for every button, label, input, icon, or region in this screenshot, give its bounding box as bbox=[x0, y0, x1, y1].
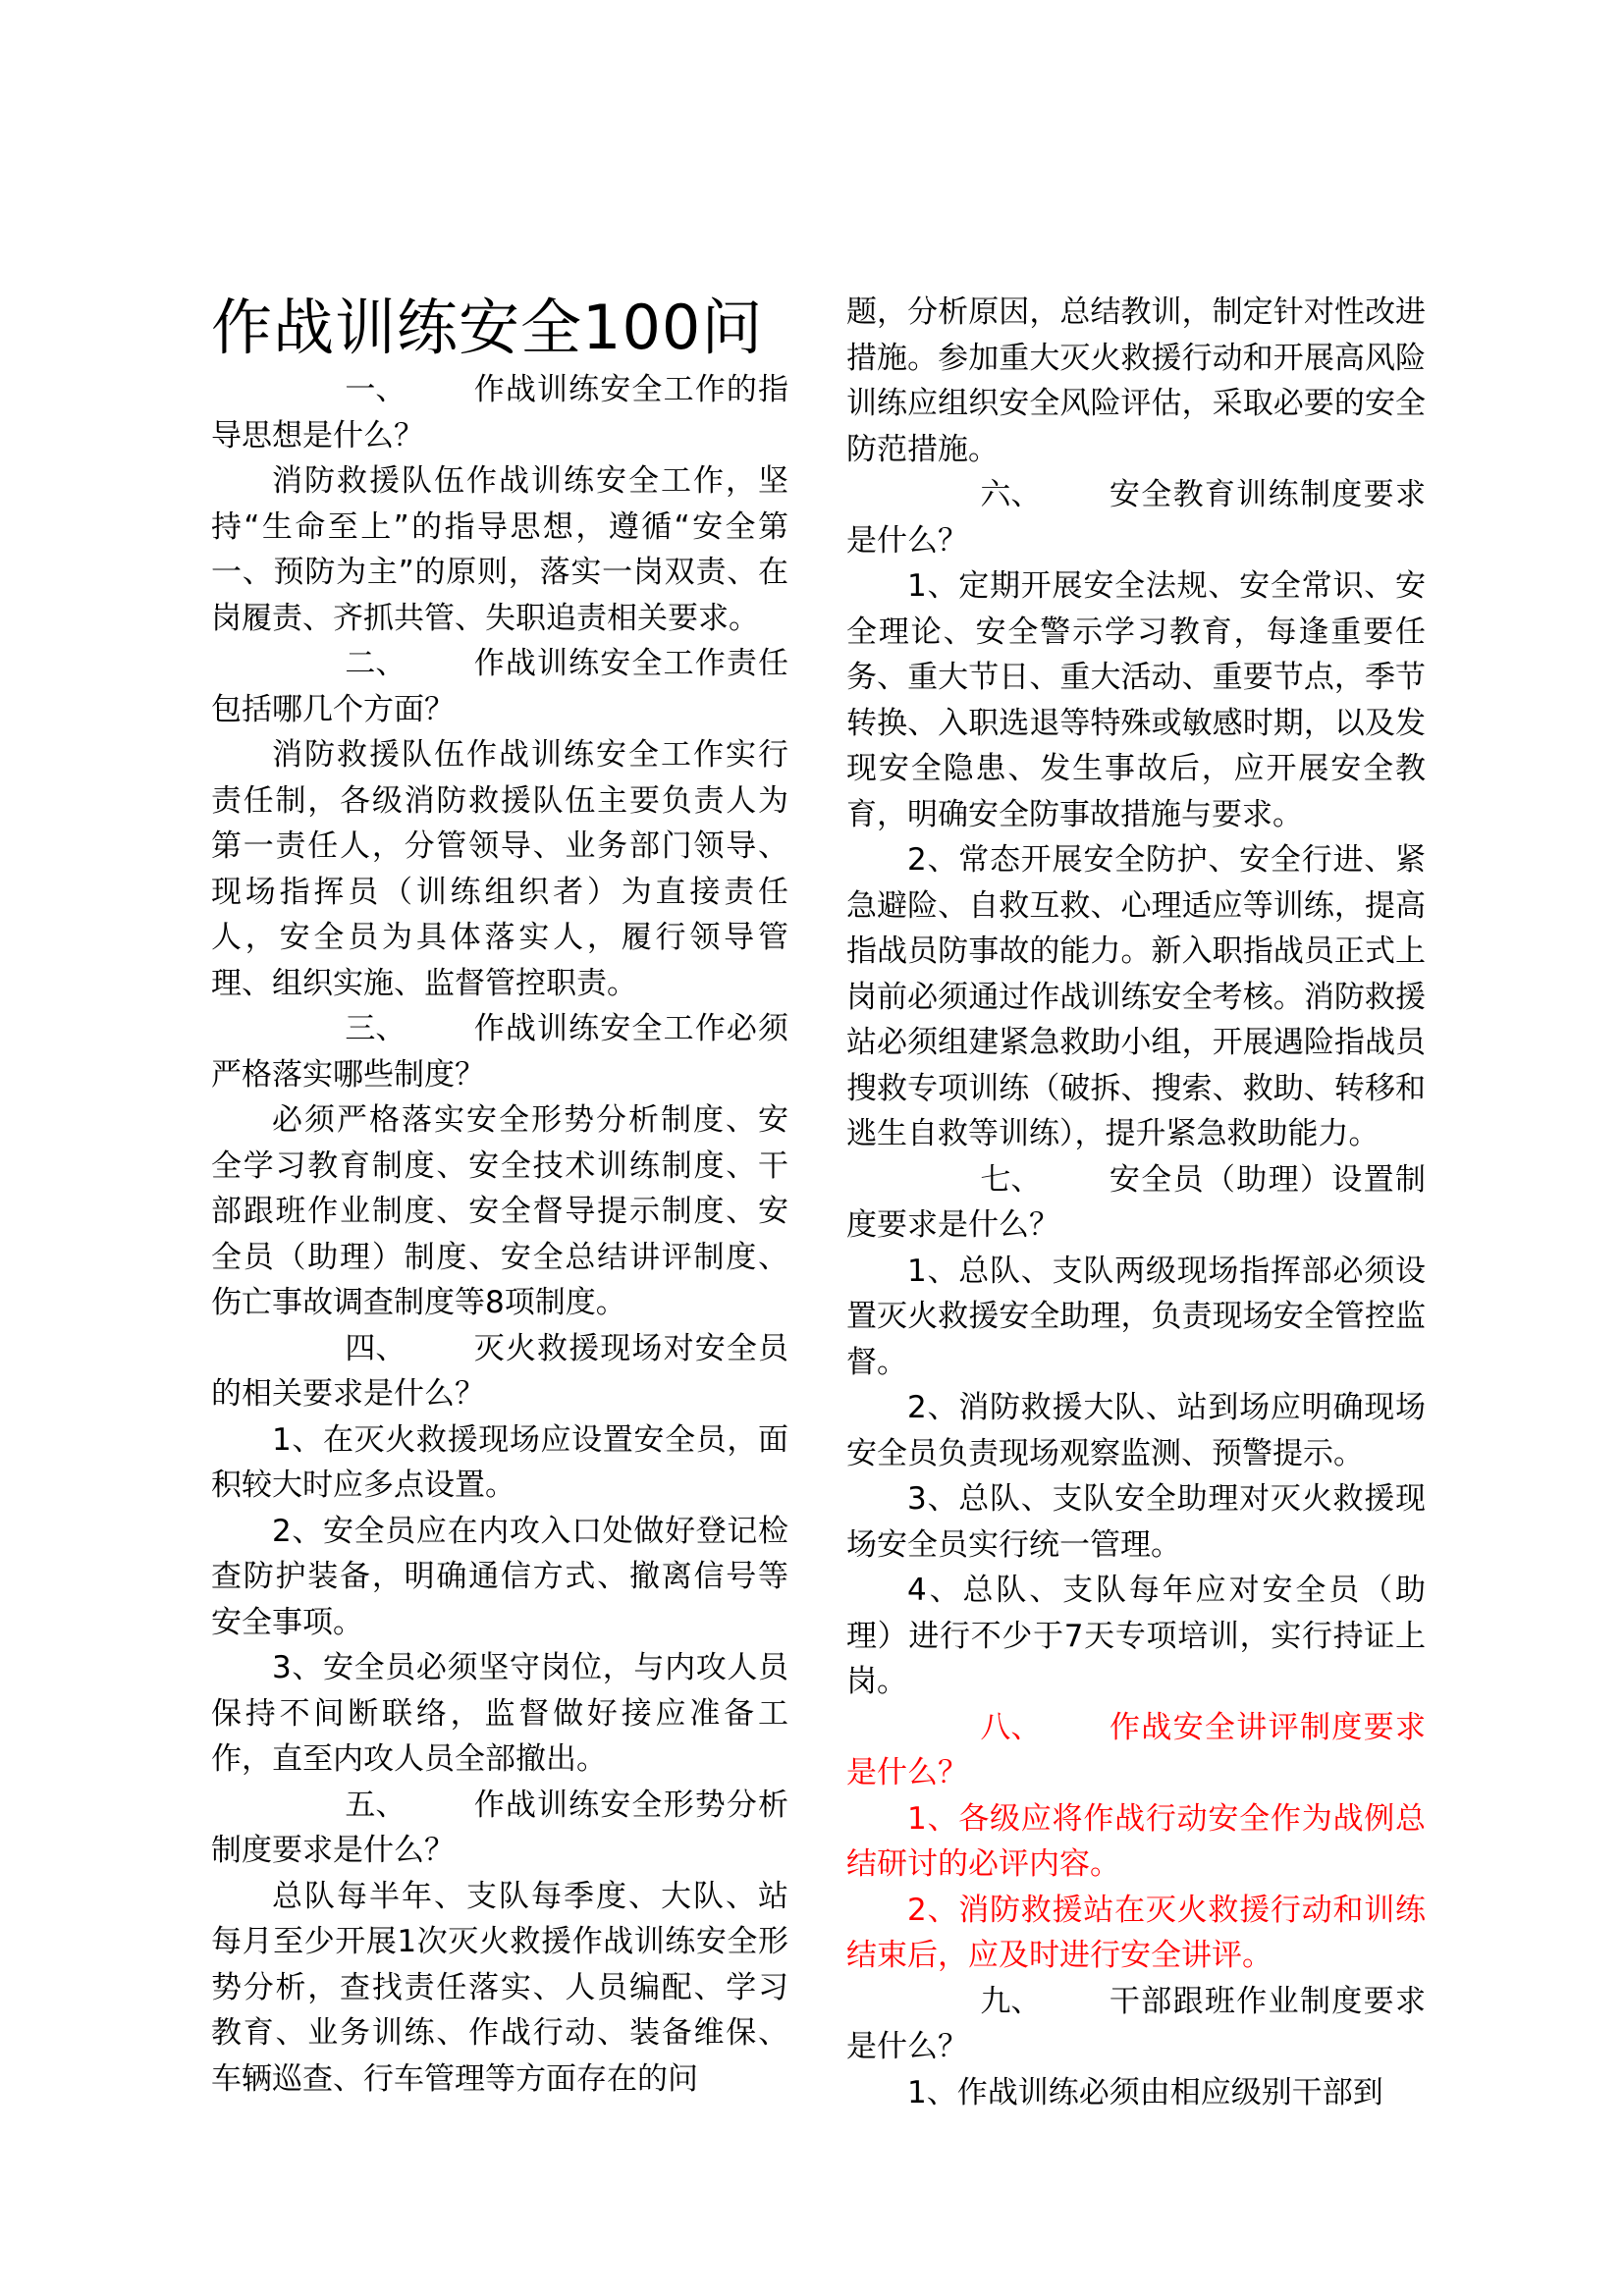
question-text: 灭火救援现场对安全员的相关要求是什么？ bbox=[211, 1330, 788, 1412]
left-column-body bbox=[211, 367, 788, 2102]
question-heading bbox=[846, 1979, 1426, 2070]
answer-paragraph: 2、消防救援站在灭火救援行动和训练结束后，应及时进行安全讲评。 bbox=[846, 1892, 1426, 1973]
answer-paragraph: 3、安全员必须坚守岗位，与内攻人员保持不间断联络，监督做好接应准备工作，直至内攻人员全部撤出。 bbox=[211, 1650, 788, 1777]
answer-paragraph: 1、各级应将作战行动安全作为战例总结研讨的必评内容。 bbox=[846, 1800, 1426, 1882]
left-column bbox=[211, 289, 788, 2102]
question-text: 安全教育训练制度要求是什么？ bbox=[846, 477, 1426, 559]
question-text: 安全员（助理）设置制度要求是什么？ bbox=[846, 1161, 1426, 1243]
right-column bbox=[846, 290, 1426, 2115]
document-title: 作战训练安全100问 bbox=[211, 292, 764, 363]
answer-paragraph: 3、总队、支队安全助理对灭火救援现场安全员实行统一管理。 bbox=[846, 1481, 1426, 1563]
answer-paragraph: 2、消防救援大队、站到场应明确现场安全员负责现场观察监测、预警提示。 bbox=[846, 1390, 1426, 1471]
question-heading bbox=[846, 1705, 1426, 1796]
answer-paragraph: 1、定期开展安全法规、安全常识、安全理论、安全警示学习教育，每逢重要任务、重大节日、重大活动、重要节点，季节转换、入职选退等特殊或敏感时期，以及发现安全隐患、发生事故后，应开展安全教育，明确安全防事故措施与要求。 bbox=[846, 568, 1426, 832]
answer-paragraph: 消防救援队伍作战训练安全工作，坚持“生命至上”的指导思想，遵循“安全第一、预防为主”的原则，落实一岗双责、在岗履责、齐抓共管、失职追责相关要求。 bbox=[211, 463, 788, 636]
question-number: 七、 bbox=[980, 1161, 1042, 1198]
answer-paragraph: 必须严格落实安全形势分析制度、安全学习教育制度、安全技术训练制度、干部跟班作业制度、安全督导提示制度、安全员（助理）制度、安全总结讲评制度、伤亡事故调查制度等8项制度。 bbox=[211, 1102, 788, 1320]
question-number: 六、 bbox=[980, 477, 1042, 512]
answer-paragraph: 总队每半年、支队每季度、大队、站每月至少开展1次灭火救援作战训练安全形势分析，查找责任落实、人员编配、学习教育、业务训练、作战行动、装备维保、车辆巡查、行车管理等方面存在的问 bbox=[211, 1878, 788, 2097]
answer-paragraph: 1、作战训练必须由相应级别干部到 bbox=[907, 2074, 1383, 2110]
question-text: 作战训练安全工作的指导思想是什么？ bbox=[211, 372, 788, 454]
question-heading bbox=[211, 367, 788, 458]
question-text: 作战训练安全工作责任包括哪几个方面？ bbox=[211, 646, 788, 727]
answer-paragraph: 1、总队、支队两级现场指挥部必须设置灭火救援安全助理，负责现场安全管控监督。 bbox=[846, 1253, 1426, 1380]
question-number: 五、 bbox=[345, 1787, 406, 1823]
question-number: 八、 bbox=[980, 1709, 1042, 1745]
question-number: 九、 bbox=[980, 1983, 1042, 2019]
answer-paragraph: 2、常态开展安全防护、安全行进、紧急避险、自救互救、心理适应等训练，提高指战员防事故的能力。新入职指战员正式上岗前必须通过作战训练安全考核。消防救援站必须组建紧急救助小组，开展遇险指战员搜救专项训练（破拆、搜索、救助、转移和逃生自救等训练），提升紧急救助能力。 bbox=[846, 842, 1426, 1151]
answer-paragraph: 4、总队、支队每年应对安全员（助理）进行不少于7天专项培训，实行持证上岗。 bbox=[846, 1573, 1426, 1699]
question-number: 一、 bbox=[345, 372, 406, 407]
question-text: 作战安全讲评制度要求是什么？ bbox=[846, 1709, 1426, 1790]
question-heading bbox=[211, 1006, 788, 1097]
question-number: 二、 bbox=[345, 646, 406, 681]
question-heading bbox=[211, 1783, 788, 1874]
question-text: 干部跟班作业制度要求是什么？ bbox=[846, 1983, 1426, 2064]
question-text: 作战训练安全形势分析制度要求是什么？ bbox=[211, 1787, 788, 1868]
question-number: 三、 bbox=[345, 1011, 406, 1046]
question-heading bbox=[846, 1157, 1426, 1249]
answer-paragraph: 1、在灭火救援现场应设置安全员，面积较大时应多点设置。 bbox=[211, 1421, 788, 1503]
question-text: 作战训练安全工作必须严格落实哪些制度？ bbox=[211, 1011, 788, 1093]
answer-paragraph: 2、安全员应在内攻入口处做好登记检查防护装备，明确通信方式、撤离信号等安全事项。 bbox=[211, 1513, 788, 1640]
question-heading bbox=[846, 472, 1426, 563]
right-column-body bbox=[846, 290, 1426, 2115]
question-heading bbox=[211, 1326, 788, 1417]
question-number: 四、 bbox=[345, 1330, 406, 1366]
question-heading bbox=[211, 641, 788, 732]
continued-paragraph: 题，分析原因，总结教训，制定针对性改进措施。参加重大灭火救援行动和开展高风险训练应组织安全风险评估，采取必要的安全防范措施。 bbox=[846, 294, 1426, 467]
answer-paragraph: 消防救援队伍作战训练安全工作实行责任制，各级消防救援队伍主要负责人为第一责任人，分管领导、业务部门领导、现场指挥员（训练组织者）为直接责任人，安全员为具体落实人，履行领导管理、组织实施、监督管控职责。 bbox=[211, 737, 788, 1001]
